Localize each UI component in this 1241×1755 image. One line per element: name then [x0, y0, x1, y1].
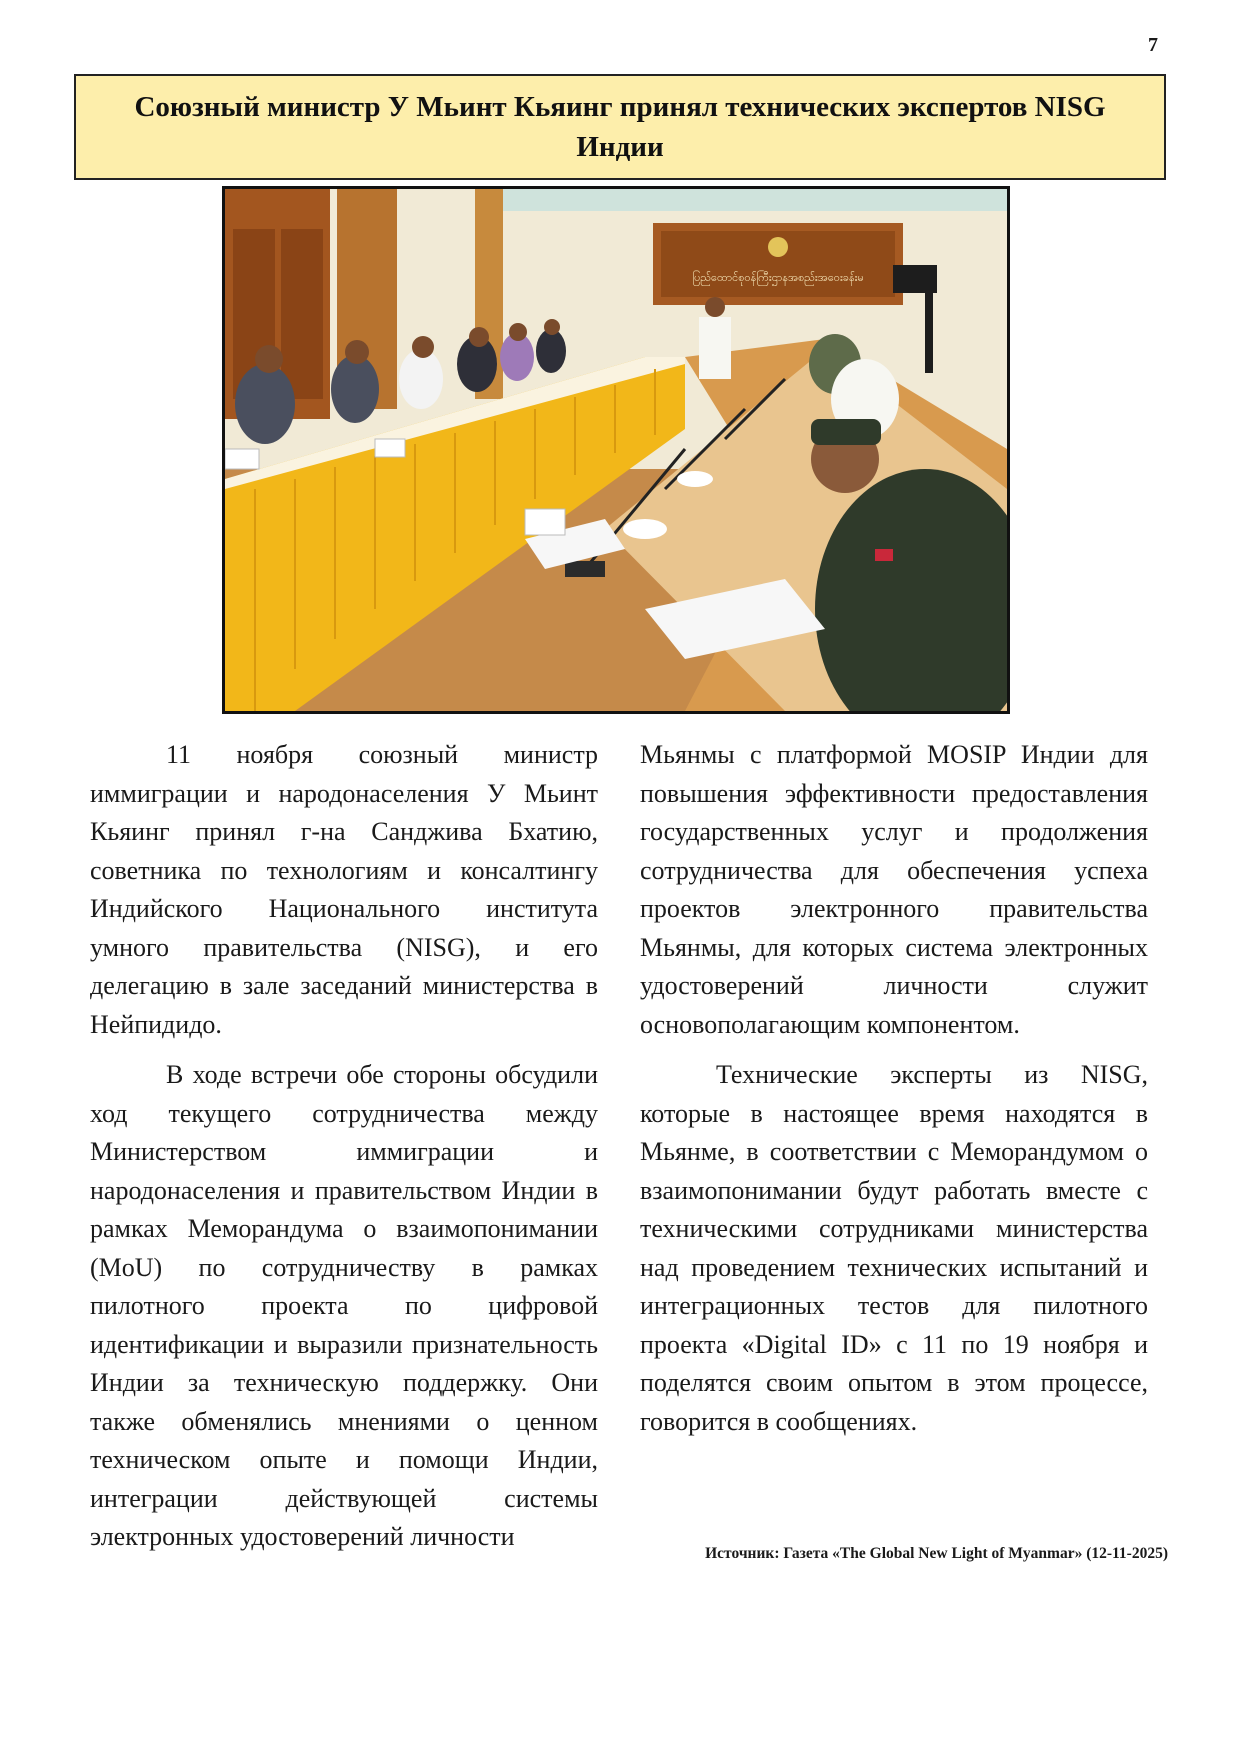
article-paragraph-3: Технические эксперты из NISG, которые в настоящее время находятся в Мьянме, в соответствии с Меморандумом о взаимопонимании будут работать вместе с техническими сотрудниками министерства над проведением технических испытаний и интеграционных тестов для пилотного проекта «Digital ID» с 11 по 19 ноября и поделятся своим опытом в этом процессе, говорится в сообщениях.	[640, 1060, 1148, 1436]
article-paragraph-2: В ходе встречи обе стороны обсудили ход текущего сотрудничества между Министерством иммиграции и народонаселения и правительством Индии в рамках Меморандума о взаимопонимании (MoU) по сотрудничеству в рамках пилотного проекта по цифровой идентификации и выразили признательность Индии за техническую поддержку. Они также обменялись мнениями о ценном техническом опыте и помощи Индии, интеграции действующей системы электронных удостоверений личности	[90, 1060, 598, 1551]
title-box	[74, 74, 1166, 180]
article-column-left	[90, 736, 598, 1569]
source-citation: Источник: Газета «The Global New Light of Myanmar» (12-11-2025)	[705, 1545, 1168, 1562]
article-paragraph-2-continued: Мьянмы с платформой MOSIP Индии для повышения эффективности предоставления государственных услуг и продолжения сотрудничества для обеспечения успеха проектов электронного правительства Мьянмы, для которых система электронных удостоверений личности служит основополагающим компонентом.	[640, 740, 1148, 1039]
meeting-photo-illustration	[225, 189, 1007, 711]
page-number: 7	[1148, 34, 1158, 56]
article-column-right	[640, 736, 1148, 1453]
article-paragraph-1: 11 ноября союзный министр иммиграции и народонаселения У Мьинт Кьяинг принял г-на Санджива Бхатию, советника по технологиям и консалтингу Индийского Национального института умного правительства (NISG), и его делегацию в зале заседаний министерства в Нейпидидо.	[90, 740, 598, 1039]
article-title: Союзный министр У Мьинт Кьяинг принял технических экспертов NISG Индии	[134, 91, 1106, 163]
article-photo	[222, 186, 1010, 714]
banner-text: ပြည်ထောင်စုဝန်ကြီးဌာနအစည်းအဝေးခန်းမ	[692, 271, 864, 284]
